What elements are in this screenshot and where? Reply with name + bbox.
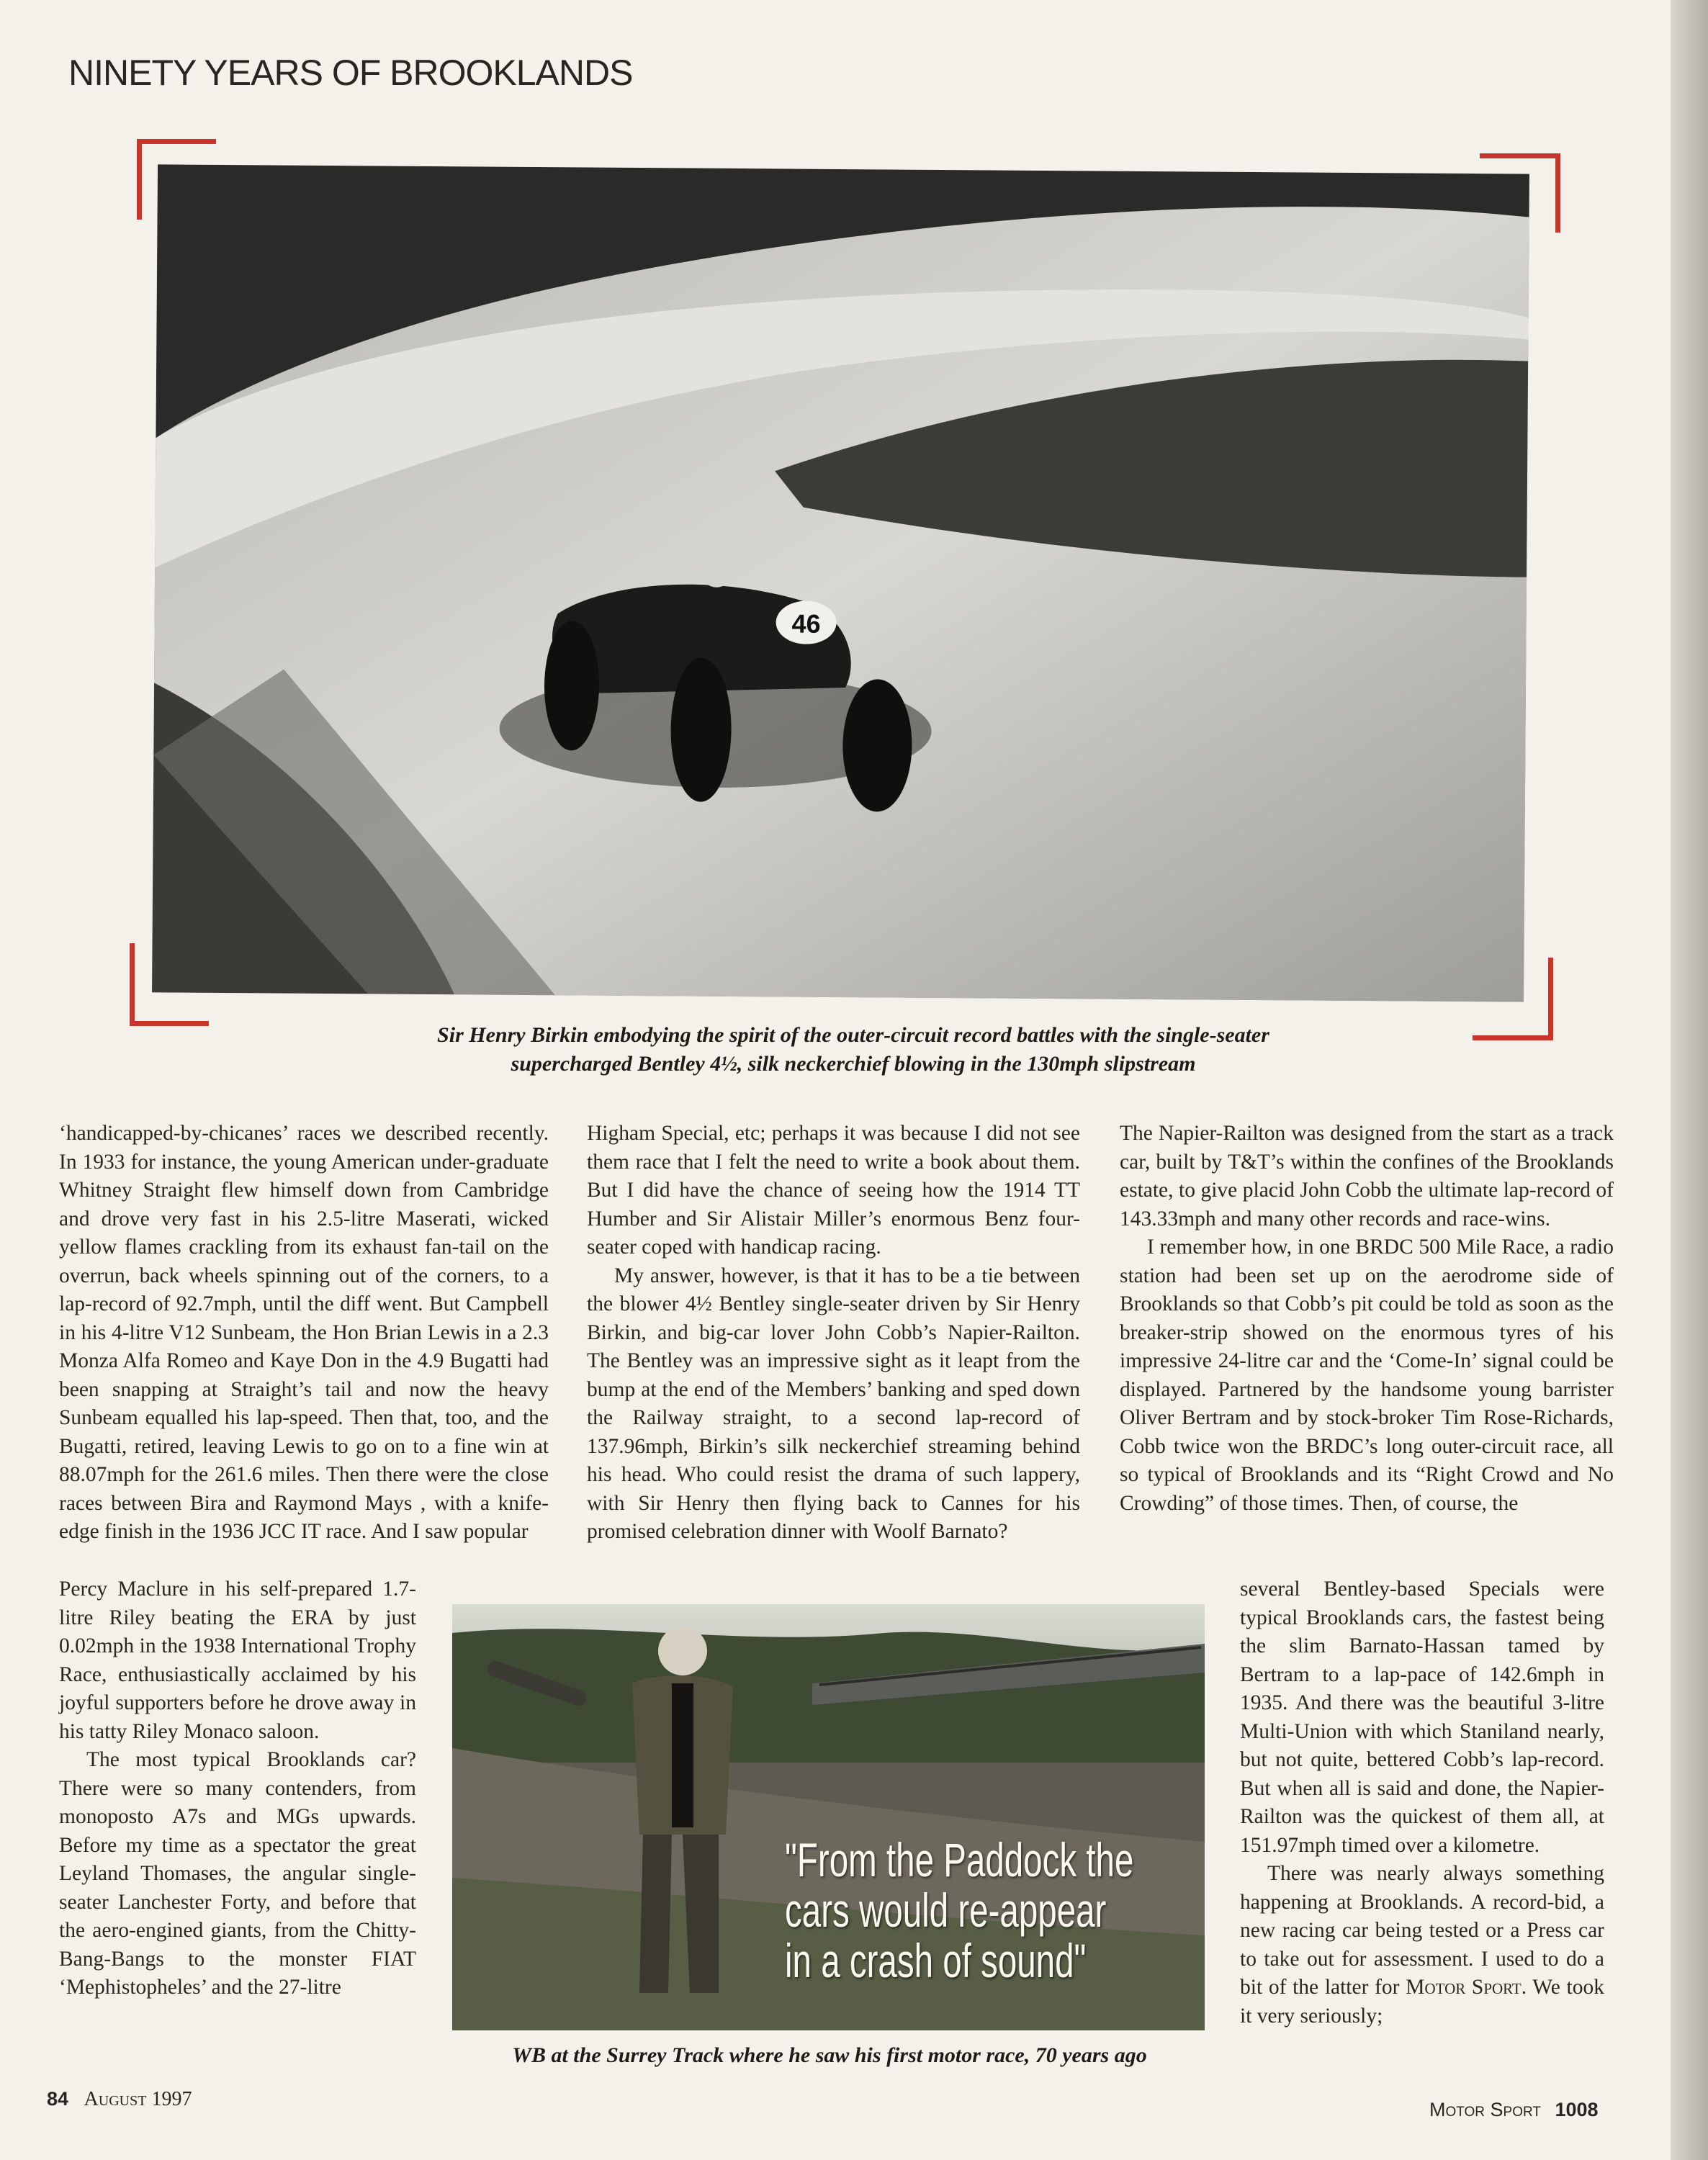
col2-paragraph-1: Higham Special, etc; perhaps it was because I did not see them race that I felt the need to write a book about them. But I did have the chance of seeing how the 1914 TT Humber and Sir Alistair Miller’s enormous Benz four-seater coped with handicap racing.	[587, 1122, 1080, 1259]
col3-magazine-name: Motor Sport	[1406, 1976, 1522, 1999]
inset-photo-wb-surrey-track	[452, 1604, 1205, 2030]
footer-right	[1429, 2099, 1599, 2121]
main-photo-bentley-banking	[152, 164, 1529, 1002]
col3-paragraph-1: The Napier-Railton was designed from the start as a track car, built by T&T’s within the confines of the Brooklands estate, to give placid John Cobb the ultimate lap-record of 143.33mph and many other records and race-wins.	[1120, 1122, 1614, 1230]
col1-paragraph-1-continued: Percy Maclure in his self-prepared 1.7-litre Riley beating the ERA by just 0.02mph in the 1938 International Trophy Race, enthusiastically acclaimed by his joyful supporters before he drove away in his tatty Riley Monaco saloon.	[59, 1578, 416, 1743]
pull-quote-line-2: cars would re-appear	[785, 1884, 1107, 1937]
magazine-name: Motor Sport	[1429, 2099, 1541, 2120]
article-column-2	[587, 1120, 1080, 1547]
svg-text:46: 46	[791, 608, 821, 639]
col3-paragraph-2-continued: several Bentley-based Specials were typical Brooklands cars, the fastest being the slim Barnato-Hassan tamed by Bertram to a lap-pace of 142.6mph in 1935. And there was the beautiful 3-litre Multi-Union with which Staniland nearly, but not quite, bettered Cobb’s lap-record. But when all is said and done, the Napier-Railton was the quickest of them all, at 151.97mph timed over a kilometre.	[1240, 1578, 1604, 1857]
page-gutter-shadow	[1671, 0, 1708, 2160]
main-caption-line-2: supercharged Bentley 4½, silk neckerchief blowing in the 130mph slipstream	[511, 1052, 1196, 1076]
pull-quote-line-3: in a crash of sound"	[785, 1934, 1087, 1987]
article-column-3-lower	[1240, 1575, 1604, 2030]
main-photo-caption	[302, 1021, 1404, 1079]
col2-paragraph-2: My answer, however, is that it has to be a tie between the blower 4½ Bentley single-seater driven by Sir Henry Birkin, and big-car lover John Cobb’s Napier-Railton. The Bentley was an impressive sight as it leapt from the bump at the end of the Members’ banking and sped down the Railway straight, to a second lap-record of 137.96mph, Birkin’s silk neckerchief streaming behind his head. Who could resist the drama of such lappery, with Sir Henry then flying back to Cannes for his promised celebration dinner with Woolf Barnato?	[587, 1264, 1080, 1543]
col1-paragraph-1: ‘handicapped-by-chicanes’ races we described recently. In 1933 for instance, the young American under-graduate Whitney Straight flew himself down from Cambridge and drove very fast in his 2.5-litre Maserati, wicked yellow flames crackling from its exhaust fan-tail on the overrun, back wheels spinning out of the corners, to a lap-record of 92.7mph, until the diff went. But Campbell in his 4-litre V12 Sunbeam, the Hon Brian Lewis in a 2.3 Monza Alfa Romeo and Kaye Don in the 4.9 Bugatti had been snapping at Straight’s tail and now the heavy Sunbeam equalled his lap-speed. Then that, too, and the Bugatti, retired, leaving Lewis to go on to a fine win at 88.07mph for the 261.6 miles. Then there were the close races between Bira and Raymond Mays , with a knife-edge finish in the 1936 JCC IT race. And I saw popular	[59, 1122, 549, 1543]
page-number-right: 1008	[1555, 2099, 1599, 2120]
inset-photo-caption: WB at the Surrey Track where he saw his first motor race, 70 years ago	[512, 2043, 1147, 2067]
col3-paragraph-3	[1240, 1860, 1604, 2030]
inset-pull-quote	[785, 1833, 1134, 1987]
col3-paragraph-2: I remember how, in one BRDC 500 Mile Race, a radio station had been set up on the aerodrome side of Brooklands so that Cobb’s pit could be told as soon as the breaker-strip showed on the enormous tyres of his impressive 24-litre car and the ‘Come-In’ signal could be displayed. Partnered by the handsome young barrister Oliver Bertram and by stock-broker Tim Rose-Richards, Cobb twice won the BRDC’s long outer-circuit race, all so typical of Brooklands and its “Right Crowd and No Crowding” of those times. Then, of course, the	[1120, 1236, 1614, 1515]
footer-left	[47, 2088, 192, 2111]
col3-paragraph-3-end: . We took it very seriously;	[1240, 1976, 1604, 2028]
pull-quote-line-1: "From the Paddock the	[785, 1833, 1134, 1886]
page-number-left: 84	[47, 2088, 69, 2110]
col3-paragraph-3-text: There was nearly always something happening at Brooklands. A record-bid, a new racing car being tested or a Press car to take out for assessment. I used to do a bit of the latter for	[1240, 1862, 1604, 1999]
article-column-3	[1120, 1120, 1614, 1518]
section-header: NINETY YEARS OF BROOKLANDS	[68, 53, 633, 93]
issue-date: August 1997	[84, 2088, 192, 2110]
col1-paragraph-2: The most typical Brooklands car? There were so many contenders, from monoposto A7s and MGs upwards. Before my time as a spectator the great Leyland Thomases, the angular single-seater Lanchester Forty, and before that the aero-engined giants, from the Chitty-Bang-Bangs to the monster FIAT ‘Mephistopheles’ and the 27-litre	[59, 1748, 416, 1999]
article-column-1-lower	[59, 1575, 416, 2002]
main-caption-line-1: Sir Henry Birkin embodying the spirit of the outer-circuit record battles with the single-seater	[437, 1023, 1269, 1047]
article-column-1	[59, 1120, 549, 1547]
